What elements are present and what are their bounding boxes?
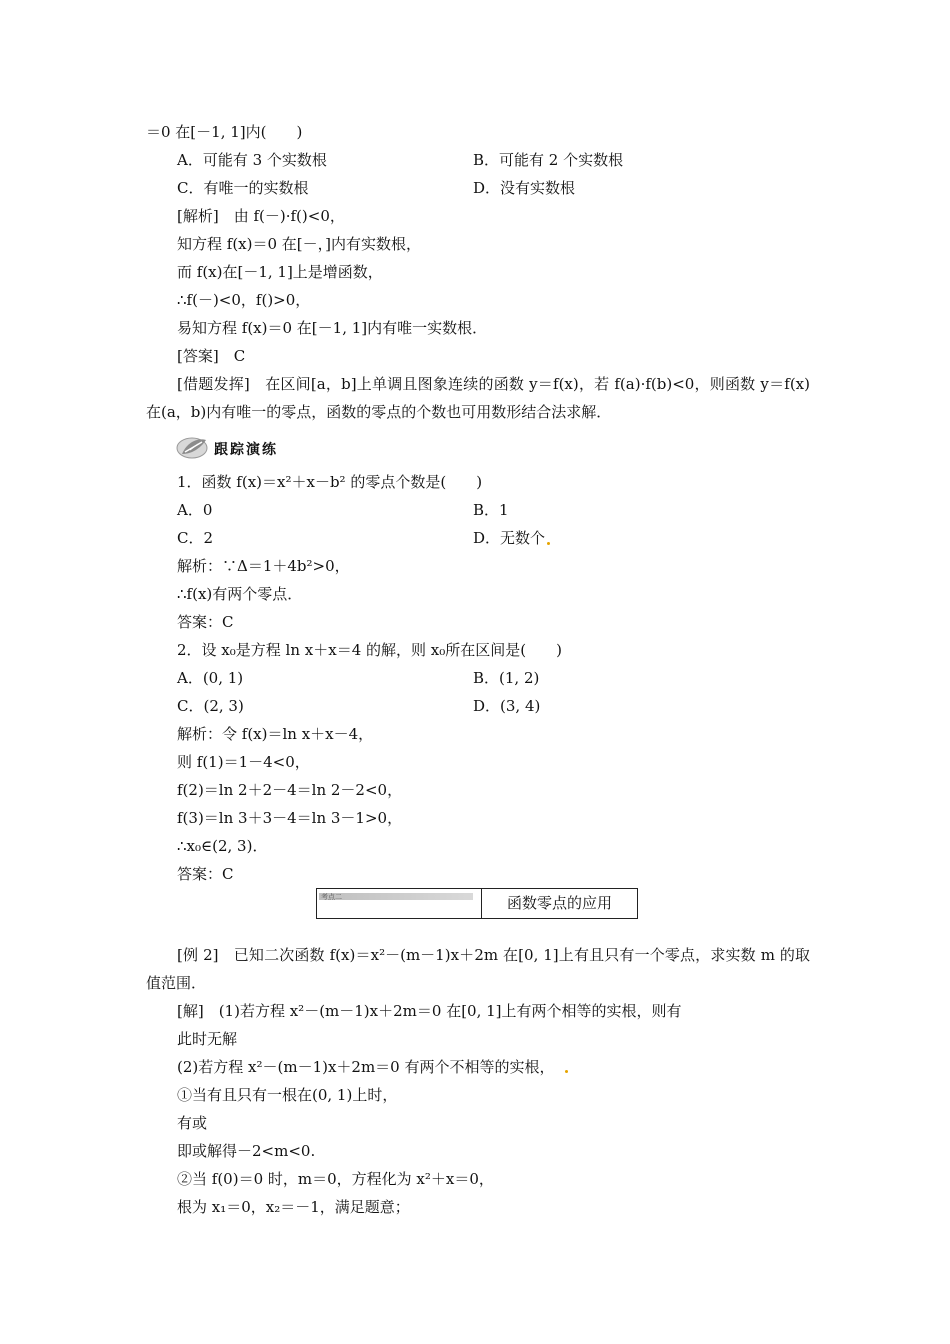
question-stem: 1．函数 f(x)＝x²＋x－b² 的零点个数是( ) [177,473,483,491]
analysis-line: f(3)＝ln 3＋3－4＝ln 3－1>0， [177,809,403,827]
topic-header [316,888,638,919]
analysis-line: 则 f(1)＝1－4<0， [177,753,310,771]
decorative-dot [565,1070,568,1073]
analysis-line: ∴f(－)<0，f()>0， [177,291,311,309]
answer-line: 答案：C [177,865,234,883]
decorative-dot [547,542,550,545]
example-stem: [例 2] 已知二次函数 f(x)＝x²－(m－1)x＋2m 在[0, 1]上有且只有一个零点，求实数 m 的取值范围． [146,946,810,992]
option-a: A．可能有 3 个实数根 [177,151,327,169]
option-c: C．有唯一的实数根 [177,179,309,197]
solution-line: 有或 [177,1114,208,1132]
option-b: B．1 [473,501,509,519]
analysis-line: 解析：令 f(x)＝ln x＋x－4， [177,725,374,743]
solution-line: [解] (1)若方程 x²－(m－1)x＋2m＝0 在[0, 1]上有两个相等的实根，则有 [177,1002,682,1020]
section-banner [176,433,296,463]
option-d: D．(3, 4) [473,697,541,715]
option-c: C．(2, 3) [177,697,244,715]
option-d: D．无数个 [473,529,546,547]
question-stem: 2．设 x₀是方程 ln x＋x＝4 的解，则 x₀所在区间是( ) [177,641,562,659]
analysis-line: 而 f(x)在[－1, 1]上是增函数， [177,263,383,281]
option-b: B．可能有 2 个实数根 [473,151,624,169]
solution-line: 根为 x₁＝0，x₂＝－1，满足题意； [177,1198,410,1216]
solution-line: 即或解得－2<m<0. [177,1142,316,1160]
answer-line: 答案：C [177,613,234,631]
analysis-line: ∴f(x)有两个零点． [177,585,303,603]
option-c: C．2 [177,529,214,547]
analysis-line: 易知方程 f(x)＝0 在[－1, 1]内有唯一实数根． [177,319,488,337]
answer-line: [答案] C [177,347,246,365]
analysis-line: ∴x₀∈(2, 3)． [177,837,268,855]
pen-leaf-icon [176,434,210,460]
option-b: B．(1, 2) [473,669,540,687]
analysis-line: 解析：∵Δ＝1＋4b²>0， [177,557,350,575]
solution-line: (2)若方程 x²－(m－1)x＋2m＝0 有两个不相等的实根， [177,1058,555,1076]
analysis-line: [解析] 由 f(－)·f()<0， [177,207,345,225]
topic-title: 函数零点的应用 [506,894,612,912]
solution-line: ②当 f(0)＝0 时，m＝0，方程化为 x²＋x＝0， [177,1170,494,1188]
option-a: A．(0, 1) [177,669,244,687]
topic-tag-cell [317,889,482,918]
section-title: 跟踪演练 [214,442,278,458]
question-stem: ＝0 在[－1, 1]内( ) [146,123,303,141]
solution-line: ①当有且只有一根在(0, 1)上时， [177,1086,398,1104]
solution-line: 此时无解 [177,1030,238,1048]
analysis-line: f(2)＝ln 2＋2－4＝ln 2－2<0， [177,781,403,799]
note-paragraph: [借题发挥] 在区间[a，b]上单调且图象连续的函数 y＝f(x)，若 f(a)·f(b)<0，则函数 y＝f(x)在(a，b)内有唯一的零点，函数的零点的个数也可用数形结合法求解． [146,375,810,421]
topic-tag: 考点二 [321,893,342,901]
topic-tag-bar [319,893,473,900]
option-d: D．没有实数根 [473,179,576,197]
analysis-line: 知方程 f(x)＝0 在[－，]内有实数根， [177,235,422,253]
option-a: A．0 [177,501,213,519]
